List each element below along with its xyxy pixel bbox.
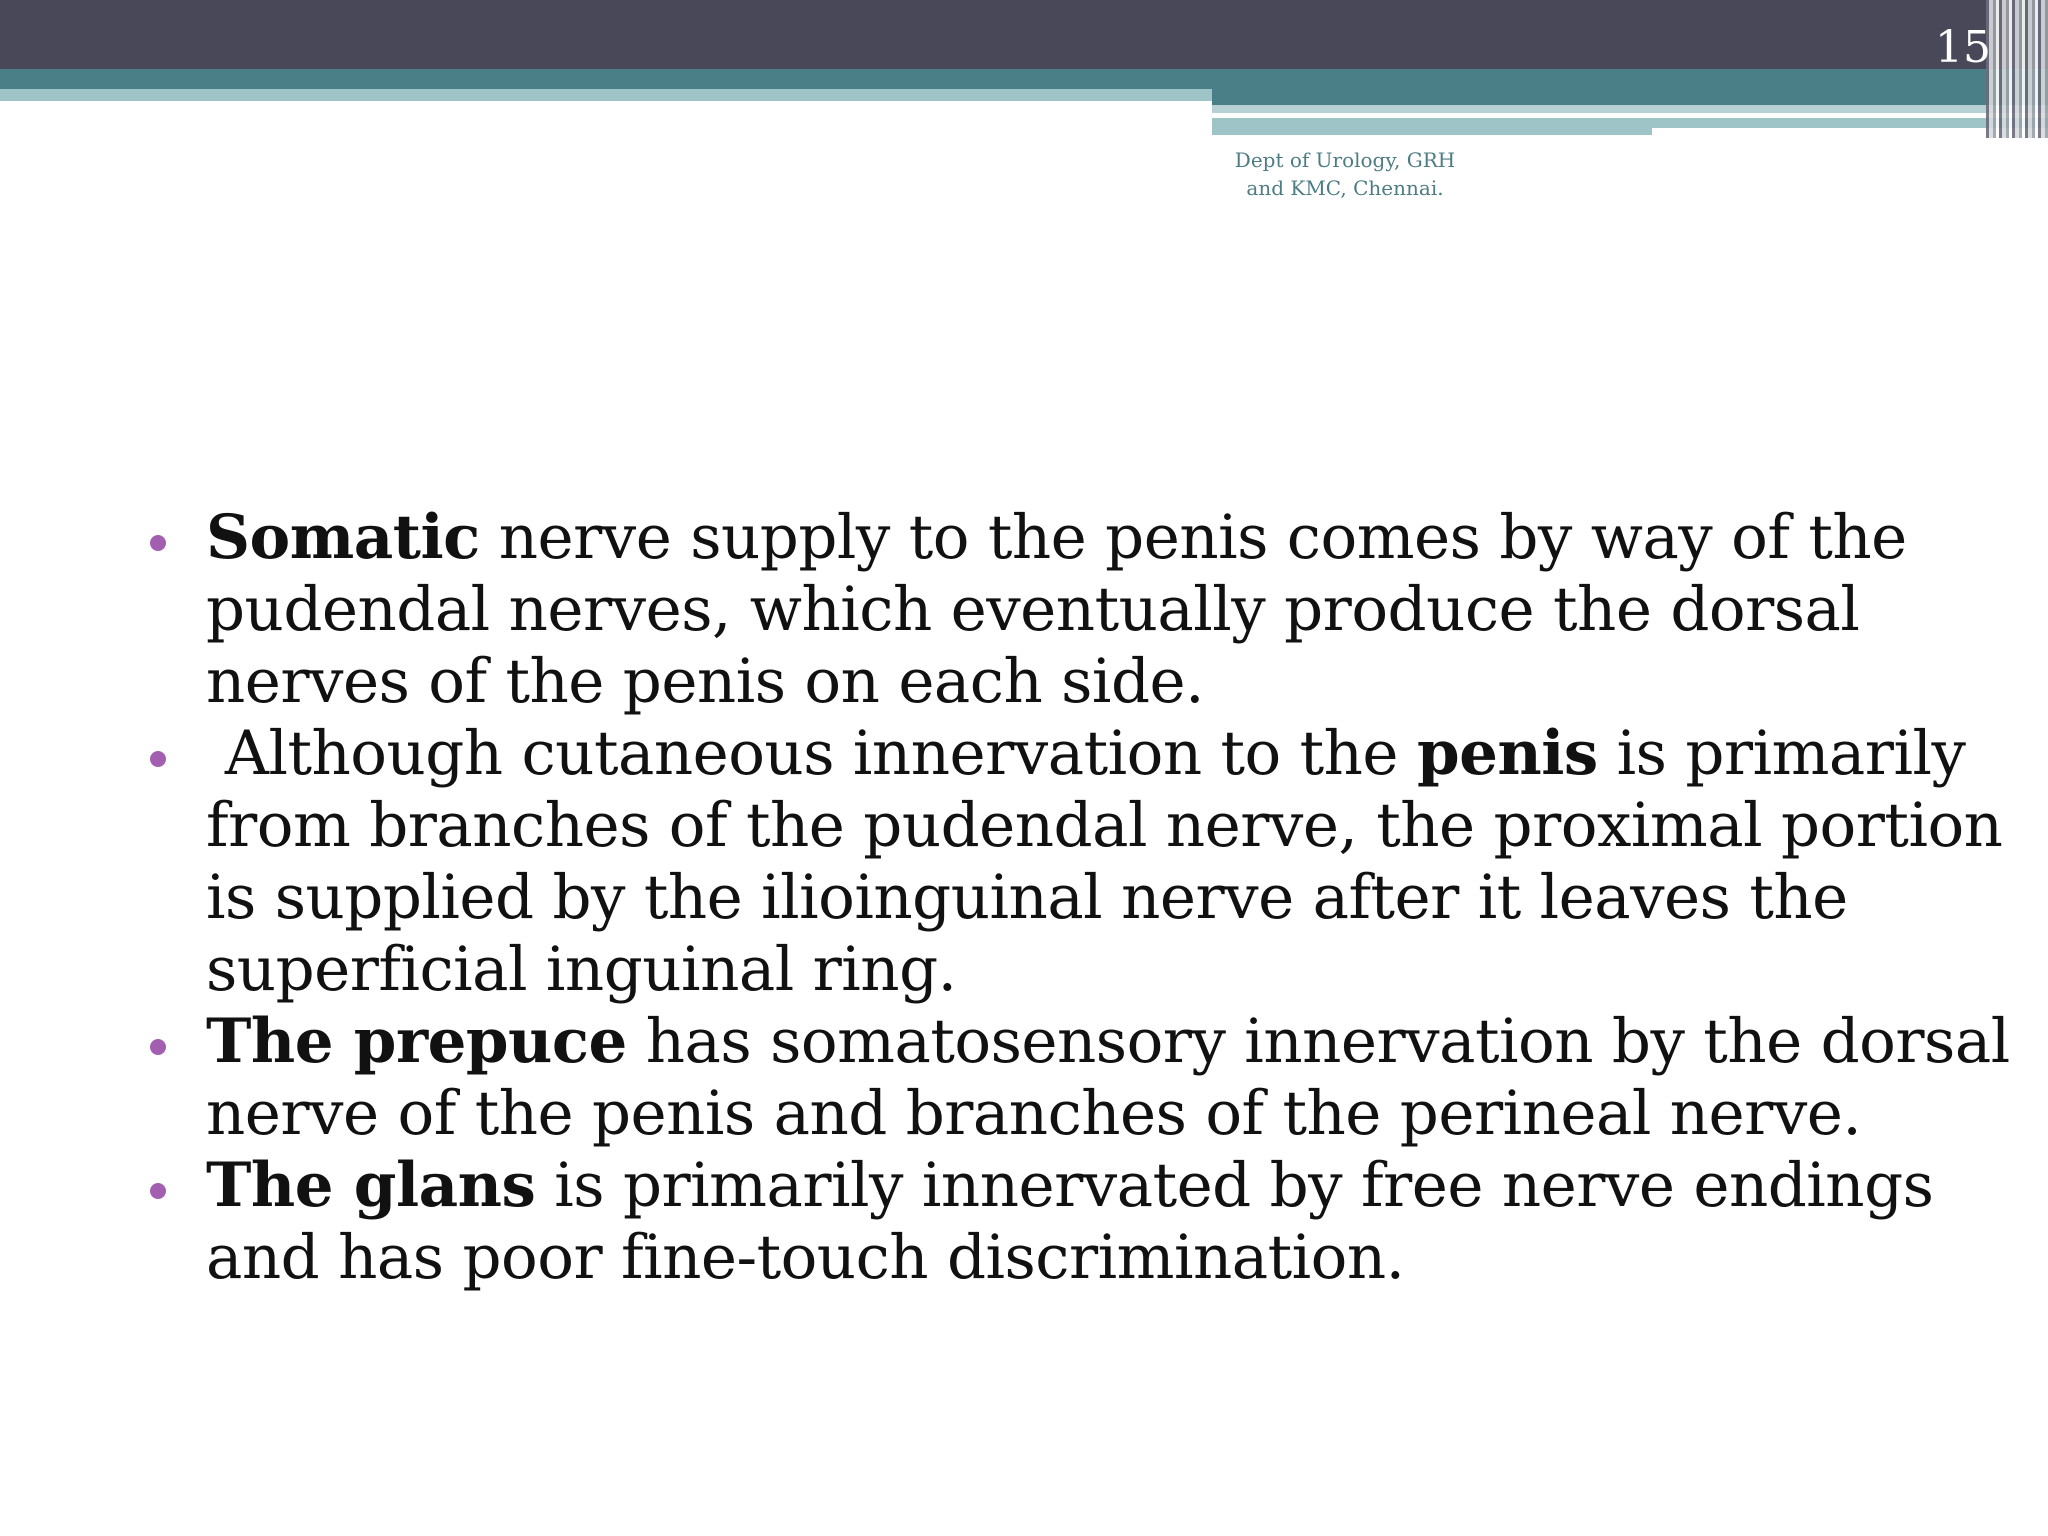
bullet-dot [150, 1039, 166, 1055]
bullet-item-somatic [140, 502, 2020, 718]
bullet-item-glans [140, 1150, 2020, 1294]
bullet-item-cutaneous [140, 718, 2020, 1006]
header-band-right-light [1212, 105, 2048, 113]
bullet-dot [150, 751, 166, 767]
header-band-light [0, 89, 1212, 101]
footer-credit [1210, 146, 1480, 202]
footer-line-2: and KMC, Chennai. [1246, 176, 1444, 200]
bullet-text-post: is primarily from branches of the pudendal nerve, the proximal portion is supplied by the ilioinguinal nerve after it leaves the superficial inguinal ring. [206, 718, 2003, 1005]
footer-line-1: Dept of Urology, GRH [1234, 148, 1456, 172]
bullet-text: nerve supply to the penis comes by way of the pudendal nerves, which eventually produce the dorsal nerves of the penis on each side. [206, 502, 1907, 717]
header-band-right [1212, 89, 2048, 105]
bullet-text: has somatosensory innervation by the dorsal nerve of the penis and branches of the perineal nerve. [206, 1006, 2010, 1149]
slide-number: 15 [1935, 22, 1991, 73]
bullet-dot [150, 1183, 166, 1199]
bullet-text: is primarily innervated by free nerve endings and has poor fine-touch discrimination. [206, 1150, 1934, 1293]
bullet-lead: Somatic [206, 502, 480, 573]
bullet-lead: The glans [206, 1150, 536, 1221]
bullet-dot [150, 535, 166, 551]
header-bar [0, 0, 2048, 69]
bullet-text-pre: Although cutaneous innervation to the [206, 718, 1417, 789]
header-band-teal [0, 69, 2048, 89]
bullet-list [140, 502, 2020, 1294]
bullet-lead: The prepuce [206, 1006, 627, 1077]
bullet-item-prepuce [140, 1006, 2020, 1150]
bullet-bold: penis [1416, 718, 1598, 789]
